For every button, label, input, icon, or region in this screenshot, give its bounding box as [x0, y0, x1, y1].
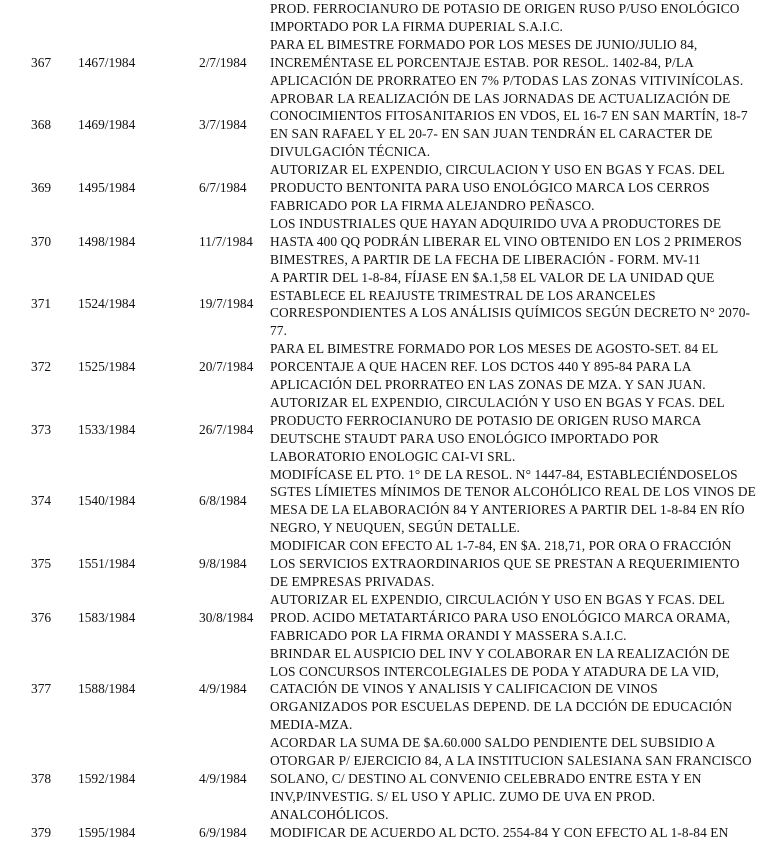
resolution-id: 1525/1984: [78, 359, 136, 375]
resolution-text: APROBAR LA REALIZACIÓN DE LAS JORNADAS DE ACTUALIZACIÓN DE CONOCIMIENTOS FITOSANITARIOS EN VDOS, EL 16-7 EN SAN MARTÍN, 18-7 EN SAN RAFAEL Y EL 20-7- EN SAN JUAN TENDRÁN EL CARACTER DE DIVULGACIÓN TÉCNICA.: [270, 90, 748, 160]
resolution-text: BRINDAR EL AUSPICIO DEL INV Y COLABORAR EN LA REALIZACIÓN DE LOS CONCURSOS INTERCOLEGIALES DE PODA Y ATADURA DE LA VID, CATACIÓN DE VINOS Y ANALISIS Y CALIFICACION DE VINOS ORGANIZADOS POR ESCUELAS DEPEND. DE LA DCCIÓN DE EDUCACIÓN MEDIA-MZA.: [270, 645, 733, 733]
resolution-date: 20/7/1984: [199, 359, 254, 375]
row-number: 370: [31, 233, 52, 249]
resolution-date: 4/9/1984: [199, 681, 247, 697]
row-number: 368: [31, 117, 52, 133]
resolution-date: 6/9/1984: [199, 824, 247, 840]
resolution-id: 1469/1984: [78, 117, 136, 133]
row-meta: [0, 394, 270, 466]
resolution-date: 2/7/1984: [199, 54, 247, 70]
row-number: 374: [31, 493, 52, 509]
row-meta: [0, 591, 270, 645]
resolution-row: [0, 394, 770, 466]
resolution-row: [0, 591, 770, 645]
row-number: 375: [31, 556, 52, 572]
resolution-date: 3/7/1984: [199, 117, 247, 133]
resolution-row: [0, 466, 770, 538]
row-number: 371: [31, 296, 52, 312]
resolution-id: 1583/1984: [78, 609, 136, 625]
resolution-id: 1551/1984: [78, 556, 136, 572]
resolution-row: [0, 340, 770, 394]
row-number: 377: [31, 681, 52, 697]
resolution-row: [0, 90, 770, 162]
resolution-date: 30/8/1984: [199, 609, 254, 625]
row-meta: [0, 537, 270, 591]
resolution-text: PARA EL BIMESTRE FORMADO POR LOS MESES DE JUNIO/JULIO 84, INCREMÉNTASE EL PORCENTAJE ESTAB. POR RESOL. 1402-84, P/LA APLICACIÓN DE PRORRATEO EN 7% P/TODAS LAS ZONAS VITIVINÍCOLAS.: [270, 36, 744, 88]
resolution-text: MODIFICAR CON EFECTO AL 1-7-84, EN $A. 218,71, POR ORA O FRACCIÓN LOS SERVICIOS EXTRAORDINARIOS QUE SE PRESTAN A REQUERIMIENTO DE EMPRESAS PRIVADAS.: [270, 538, 740, 589]
resolution-date: 4/9/1984: [199, 770, 247, 786]
row-meta: [0, 36, 270, 90]
resolution-date: 19/7/1984: [199, 296, 254, 312]
row-number: 378: [31, 770, 52, 786]
resolution-id: 1524/1984: [78, 296, 136, 312]
resolution-row: [0, 537, 770, 591]
resolution-date: 9/8/1984: [199, 556, 247, 572]
resolution-text: A PARTIR DEL 1-8-84, FÍJASE EN $A.1,58 EL VALOR DE LA UNIDAD QUE ESTABLECE EL REAJUSTE TRIMESTRAL DE LOS ARANCELES CORRESPONDIENTES A LOS ANÁLISIS QUÍMICOS SEGÚN DECRETO N° 2070- 77.: [270, 269, 751, 339]
resolution-text: PARA EL BIMESTRE FORMADO POR LOS MESES DE AGOSTO-SET. 84 EL PORCENTAJE A QUE HACEN REF. LOS DCTOS 440 Y 895-84 PARA LA APLICACIÓN DEL PRORRATEO EN LAS ZONAS DE MZA. Y SAN JUAN.: [270, 341, 719, 393]
resolution-row: [0, 36, 770, 90]
row-number: 369: [31, 180, 52, 196]
row-number: 376: [31, 609, 52, 625]
resolution-date: 6/7/1984: [199, 180, 247, 196]
resolution-text: ACORDAR LA SUMA DE $A.60.000 SALDO PENDIENTE DEL SUBSIDIO A OTORGAR P/ EJERCICIO 84, A LA INSTITUCION SALESIANA SAN FRANCISCO SOLANO, C/ DESTINO AL CONVENIO CELEBRADO ENTRE ESTA Y EN INV,P/INVESTIG. S/ EL USO Y APLIC. ZUMO DE UVA EN PROD. ANALCOHÓLICOS.: [270, 735, 752, 822]
resolution-text: AUTORIZAR EL EXPENDIO, CIRCULACIÓN Y USO EN BGAS Y FCAS. DEL PROD. ACIDO METATARTÁRICO PARA USO ENOLÓGICO MARCA ORAMA, FABRICADO POR LA FIRMA ORANDI Y MASSERA S.A.I.C.: [270, 591, 731, 643]
row-number: 367: [31, 54, 52, 70]
row-meta: [0, 269, 270, 341]
row-meta: [0, 466, 270, 538]
resolution-text: MODIFICAR DE ACUERDO AL DCTO. 2554-84 Y CON EFECTO AL 1-8-84 EN: [270, 824, 729, 840]
row-meta: [0, 734, 270, 824]
row-meta: [0, 824, 270, 842]
resolution-row: [0, 645, 770, 735]
row-number: 373: [31, 421, 52, 437]
row-meta: [0, 340, 270, 394]
resolution-row: [0, 269, 770, 341]
resolutions-list: [0, 36, 770, 842]
row-meta: [0, 215, 270, 269]
row-meta: [0, 90, 270, 162]
resolution-date: 6/8/1984: [199, 493, 247, 509]
resolution-id: 1495/1984: [78, 180, 136, 196]
resolution-text: LOS INDUSTRIALES QUE HAYAN ADQUIRIDO UVA A PRODUCTORES DE HASTA 400 QQ PODRÁN LIBERAR EL VINO OBTENIDO EN LOS 2 PRIMEROS BIMESTRES, A PARTIR DE LA FECHA DE LIBERACIÓN - FORM. MV-11: [270, 215, 742, 267]
resolution-text: MODIFÍCASE EL PTO. 1° DE LA RESOL. N° 1447-84, ESTABLECIÉNDOSELOS SGTES LÍMIETES MÍNIMOS DE TENOR ALCOHÓLICO REAL DE LOS VINOS DE MESA DE LA ELABORACIÓN 84 Y ANTERIORES A PARTIR DEL 1-8-84 EN RÍO NEGRO, Y NEUQUEN, SEGÚN DETALLE.: [270, 466, 756, 536]
resolution-id: 1588/1984: [78, 681, 136, 697]
row-number: 379: [31, 824, 52, 840]
resolution-row: [0, 734, 770, 824]
row-meta: [0, 161, 270, 215]
continued-entry-text: PROD. FERROCIANURO DE POTASIO DE ORIGEN RUSO P/USO ENOLÓGICO IMPORTADO POR LA FIRMA DUPERIAL S.A.I.C.: [270, 1, 740, 34]
resolution-id: 1595/1984: [78, 824, 136, 840]
row-number: 372: [31, 359, 52, 375]
resolution-id: 1498/1984: [78, 233, 136, 249]
resolution-id: 1533/1984: [78, 421, 136, 437]
row-meta: [0, 645, 270, 735]
resolution-date: 26/7/1984: [199, 421, 254, 437]
resolution-row: [0, 161, 770, 215]
resolution-id: 1467/1984: [78, 54, 136, 70]
resolution-id: 1540/1984: [78, 493, 136, 509]
resolution-row: [0, 824, 770, 842]
resolution-text: AUTORIZAR EL EXPENDIO, CIRCULACION Y USO EN BGAS Y FCAS. DEL PRODUCTO BENTONITA PARA USO ENOLÓGICO MARCA LOS CERROS FABRICADO POR LA FIRMA ALEJANDRO PEÑASCO.: [270, 162, 725, 213]
resolution-text: AUTORIZAR EL EXPENDIO, CIRCULACIÓN Y USO EN BGAS Y FCAS. DEL PRODUCTO FERROCIANURO DE POTASIO DE ORIGEN RUSO MARCA DEUTSCHE STAUDT PARA USO ENOLÓGICO IMPORTADO POR LABORATORIO ENOLOGIC CAI-VI SRL.: [270, 394, 725, 464]
resolution-date: 11/7/1984: [199, 233, 253, 249]
resolution-row: [0, 215, 770, 269]
resolution-id: 1592/1984: [78, 770, 136, 786]
